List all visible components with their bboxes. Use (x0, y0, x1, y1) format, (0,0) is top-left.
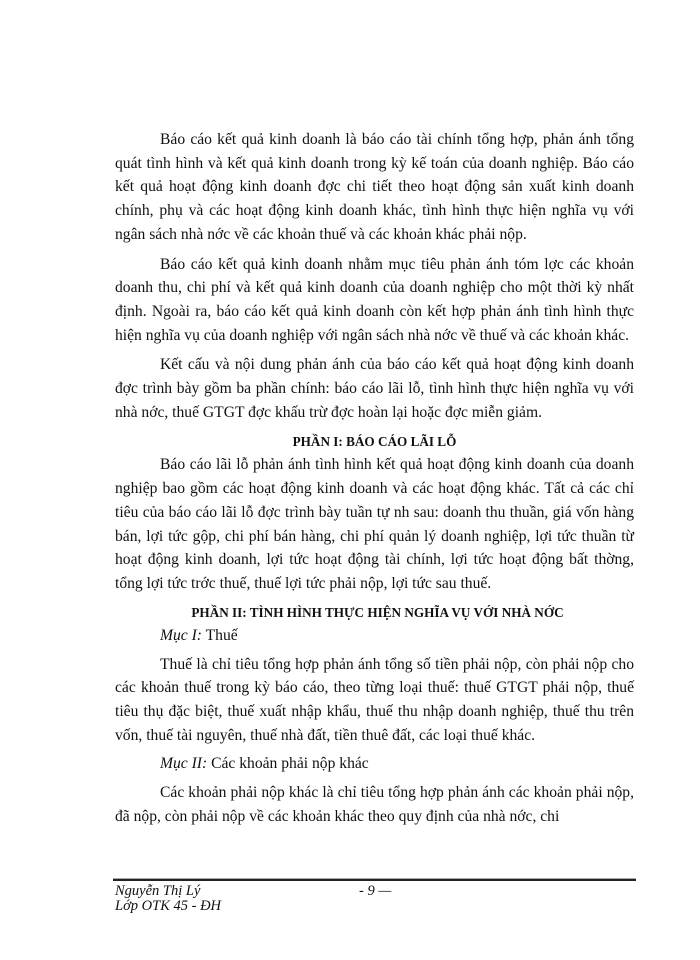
paragraph-purpose: Báo cáo kết quả kinh doanh nhằm mục tiêu phản ánh tóm lợc các khoản doanh thu, chi phí và kết quả kinh doanh của doanh nghiệp cho một thời kỳ nhất định. Ngoài ra, báo cáo kết quả kinh doanh còn kết hợp phản ánh tình hình thực hiện nghĩa vụ của doanh nghiệp với ngân sách nhà nớc về thuế và các khoản khác. (115, 255, 634, 344)
section-muc-1-label: Mục I: (160, 626, 202, 644)
paragraph-other-payables: Các khoản phải nộp khác là chỉ tiêu tổng hợp phản ánh các khoản phải nộp, đã nộp, còn phải nộp về các khoản khác theo quy định của nhà nớc, chi (115, 784, 634, 826)
paragraph-taxes: Thuế là chỉ tiêu tổng hợp phản ánh tổng số tiền phải nộp, còn phải nộp cho các khoản thuế trong kỳ báo cáo, theo từng loại thuế: thuế GTGT phải nộp, thuế tiêu thụ đặc biệt, thuế xuất nhập khẩu, thuế thu nhập doanh nghiệp, thuế thu trên vốn, thuế tài nguyên, thuế nhà đất, tiền thuê đất, các loại thuế khác. (115, 655, 634, 744)
page-number: - 9 — (359, 883, 392, 899)
document-body (115, 128, 634, 829)
paragraph-intro: Báo cáo kết quả kinh doanh là báo cáo tài chính tổng hợp, phản ánh tổng quát tình hình và kết quả kinh doanh trong kỳ kế toán của doanh nghiệp. Báo cáo kết quả hoạt động kinh doanh đợc chi tiết theo hoạt động sản xuất kinh doanh chính, phụ và các hoạt động kinh doanh khác, tình hình thực hiện nghĩa vụ với ngân sách nhà nớc về các khoản thuế và các khoản khác phải nộp. (115, 131, 634, 243)
paragraph-profit-loss: Báo cáo lãi lỗ phản ánh tình hình kết quả hoạt động kinh doanh của doanh nghiệp bao gồm các hoạt động kinh doanh và các hoạt động khác. Tất cả các chỉ tiêu của báo cáo lãi lỗ đợc trình bày tuần tự nh sau: doanh thu thuần, giá vốn hàng bán, lợi tức gộp, chi phí bán hàng, chi phí quản lý doanh nghiệp, lợi tức thuần từ hoạt động kinh doanh, lợi tức hoạt động tài chính, lợi tức hoạt động bất thờng, tổng lợi tức trớc thuế, thuế lợi tức phải nộp, lợi tức sau thuế. (115, 456, 634, 592)
footer-divider (113, 878, 636, 881)
section-muc-1-title: Thuế (202, 626, 238, 644)
footer-author: Nguyễn Thị Lý (115, 883, 201, 899)
paragraph-structure: Kết cấu và nội dung phản ánh của báo cáo kết quả hoạt động kinh doanh đợc trình bày gồm ba phần chính: báo cáo lãi lỗ, tình hình thực hiện nghĩa vụ với nhà nớc, thuế GTGT đợc khấu trừ đợc hoàn lại hoặc đợc miễn giảm. (115, 356, 634, 421)
section-muc-2-label: Mục II: (160, 755, 208, 773)
heading-part-1: PHẦN I: BÁO CÁO LÃI LỖ (292, 434, 457, 450)
section-muc-2-title: Các khoản phải nộp khác (207, 755, 369, 773)
page-footer (115, 884, 636, 914)
section-muc-2 (115, 752, 634, 775)
section-muc-1 (115, 624, 634, 647)
footer-class: Lớp OTK 45 - ĐH (115, 898, 222, 914)
heading-part-2: PHẦN II: TÌNH HÌNH THỰC HIỆN NGHĨA VỤ VỚI NHÀ NỚC (191, 604, 564, 620)
